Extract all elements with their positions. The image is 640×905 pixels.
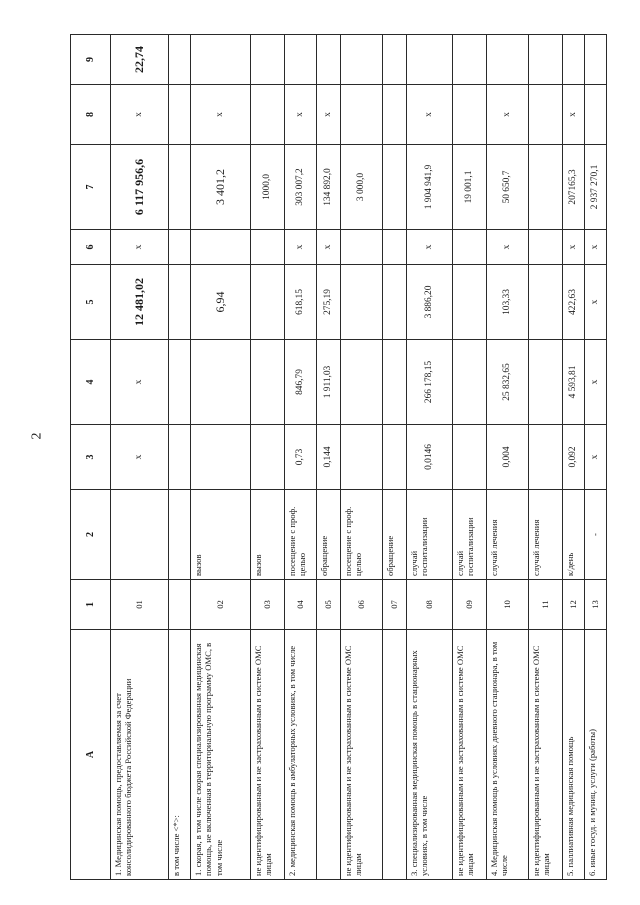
- value-cell: [251, 230, 285, 265]
- value-cell: [169, 230, 191, 265]
- unit-cell: посещение с проф. целью: [285, 490, 317, 580]
- value-cell: [251, 35, 285, 85]
- value-cell: х: [585, 425, 607, 490]
- column-header-5: 5: [71, 265, 111, 340]
- value-cell: [251, 425, 285, 490]
- value-cell: х: [317, 85, 341, 145]
- value-cell: 846,79: [285, 340, 317, 425]
- table-row: [529, 35, 563, 880]
- unit-cell: посещение с проф. целью: [341, 490, 383, 580]
- value-cell: [529, 230, 563, 265]
- medical-care-funding-table: [70, 34, 607, 880]
- page-number: 2: [29, 432, 45, 440]
- value-cell: [383, 35, 407, 85]
- unit-cell: обращение: [383, 490, 407, 580]
- table-row: [563, 35, 585, 880]
- value-cell: [487, 35, 529, 85]
- row-label: [317, 630, 341, 880]
- value-cell: [191, 340, 251, 425]
- table-row: [317, 35, 341, 880]
- value-cell: [529, 85, 563, 145]
- row-code: 01: [111, 580, 169, 630]
- table-row: [169, 35, 191, 880]
- value-cell: 6,94: [191, 265, 251, 340]
- value-cell: 103,33: [487, 265, 529, 340]
- row-label: не идентифицированным и не застрахованным в системе ОМС лицам: [251, 630, 285, 880]
- unit-cell: [111, 490, 169, 580]
- value-cell: 266 178,15: [407, 340, 453, 425]
- value-cell: [453, 35, 487, 85]
- table-row: [191, 35, 251, 880]
- value-cell: [585, 85, 607, 145]
- value-cell: [453, 425, 487, 490]
- row-code: 06: [341, 580, 383, 630]
- table-row: [453, 35, 487, 880]
- value-cell: [169, 425, 191, 490]
- value-cell: [529, 425, 563, 490]
- row-label: 5. паллиативная медицинская помощь: [563, 630, 585, 880]
- value-cell: 22,74: [111, 35, 169, 85]
- value-cell: х: [487, 230, 529, 265]
- table-row: [407, 35, 453, 880]
- value-cell: х: [111, 340, 169, 425]
- column-header-1: 1: [71, 580, 111, 630]
- value-cell: [529, 340, 563, 425]
- column-header-3: 3: [71, 425, 111, 490]
- row-label: [383, 630, 407, 880]
- value-cell: 1000,0: [251, 145, 285, 230]
- row-code: 13: [585, 580, 607, 630]
- unit-cell: случай госпитализации: [453, 490, 487, 580]
- value-cell: [251, 265, 285, 340]
- column-header-8: 8: [71, 85, 111, 145]
- value-cell: [383, 265, 407, 340]
- unit-cell: к/день: [563, 490, 585, 580]
- value-cell: 12 481,02: [111, 265, 169, 340]
- value-cell: 3 886,20: [407, 265, 453, 340]
- value-cell: х: [407, 230, 453, 265]
- column-header-9: 9: [71, 35, 111, 85]
- row-label: 4. Медицинская помощь в условиях дневного стационара, в том числе: [487, 630, 529, 880]
- value-cell: х: [285, 85, 317, 145]
- value-cell: [169, 265, 191, 340]
- value-cell: х: [487, 85, 529, 145]
- value-cell: х: [111, 425, 169, 490]
- value-cell: 0,73: [285, 425, 317, 490]
- unit-cell: вызов: [191, 490, 251, 580]
- row-code: 12: [563, 580, 585, 630]
- value-cell: 50 650,7: [487, 145, 529, 230]
- row-label: не идентифицированным и не застрахованным в системе ОМС лицам: [453, 630, 487, 880]
- value-cell: [341, 35, 383, 85]
- unit-cell: вызов: [251, 490, 285, 580]
- value-cell: [341, 85, 383, 145]
- table-row: [285, 35, 317, 880]
- value-cell: [191, 425, 251, 490]
- value-cell: х: [111, 85, 169, 145]
- value-cell: [251, 85, 285, 145]
- value-cell: х: [585, 340, 607, 425]
- column-header-6: 6: [71, 230, 111, 265]
- value-cell: [341, 265, 383, 340]
- table-row: [585, 35, 607, 880]
- row-code: [169, 580, 191, 630]
- value-cell: 4 593,81: [563, 340, 585, 425]
- value-cell: [383, 85, 407, 145]
- value-cell: 0,004: [487, 425, 529, 490]
- row-label: 1. Медицинская помощь, предоставляемая за счет консолидированного бюджета Российской Федерации: [111, 630, 169, 880]
- column-header-4: 4: [71, 340, 111, 425]
- value-cell: [453, 85, 487, 145]
- value-cell: 275,19: [317, 265, 341, 340]
- table-row: [341, 35, 383, 880]
- row-code: 08: [407, 580, 453, 630]
- value-cell: 0,144: [317, 425, 341, 490]
- header-row: [71, 35, 111, 880]
- unit-cell: обращение: [317, 490, 341, 580]
- value-cell: [317, 35, 341, 85]
- value-cell: 207165,3: [563, 145, 585, 230]
- column-header-7: 7: [71, 145, 111, 230]
- value-cell: х: [317, 230, 341, 265]
- row-label: 1. скорая, в том числе скорая специализированная медицинская помощь, не включенная в территориальную программу ОМС, в том числе: [191, 630, 251, 880]
- value-cell: 422,63: [563, 265, 585, 340]
- value-cell: 134 892,0: [317, 145, 341, 230]
- value-cell: [563, 35, 585, 85]
- row-label: не идентифицированным и не застрахованным в системе ОМС лицам: [529, 630, 563, 880]
- value-cell: 0,0146: [407, 425, 453, 490]
- row-label: 6. иные госуд. и муниц. услуги (работы): [585, 630, 607, 880]
- table-row: [251, 35, 285, 880]
- value-cell: [453, 230, 487, 265]
- value-cell: х: [407, 85, 453, 145]
- value-cell: [285, 35, 317, 85]
- row-code: 11: [529, 580, 563, 630]
- unit-cell: случай госпитализации: [407, 490, 453, 580]
- value-cell: 3 000,0: [341, 145, 383, 230]
- value-cell: [383, 340, 407, 425]
- value-cell: [407, 35, 453, 85]
- value-cell: 618,15: [285, 265, 317, 340]
- unit-cell: -: [585, 490, 607, 580]
- row-code: 05: [317, 580, 341, 630]
- value-cell: 25 832,65: [487, 340, 529, 425]
- row-code: 10: [487, 580, 529, 630]
- value-cell: 19 001,1: [453, 145, 487, 230]
- row-label: 3. специализированная медицинская помощь в стационарных условиях, в том числе: [407, 630, 453, 880]
- value-cell: 2 937 270,1: [585, 145, 607, 230]
- value-cell: [383, 230, 407, 265]
- value-cell: [169, 85, 191, 145]
- unit-cell: случай лечения: [529, 490, 563, 580]
- value-cell: 1 904 941,9: [407, 145, 453, 230]
- value-cell: х: [111, 230, 169, 265]
- value-cell: х: [191, 85, 251, 145]
- value-cell: [169, 145, 191, 230]
- unit-cell: случай лечения: [487, 490, 529, 580]
- value-cell: [341, 230, 383, 265]
- value-cell: [529, 145, 563, 230]
- value-cell: [383, 145, 407, 230]
- value-cell: 303 007,2: [285, 145, 317, 230]
- value-cell: 0,092: [563, 425, 585, 490]
- value-cell: [251, 340, 285, 425]
- value-cell: [341, 340, 383, 425]
- column-header-a: A: [71, 630, 111, 880]
- row-label: в том числе <*>:: [169, 630, 191, 880]
- row-label: 2. медицинская помощь в амбулаторных условиях, в том числе: [285, 630, 317, 880]
- value-cell: [529, 265, 563, 340]
- value-cell: х: [585, 230, 607, 265]
- unit-cell: [169, 490, 191, 580]
- value-cell: [453, 265, 487, 340]
- value-cell: [453, 340, 487, 425]
- value-cell: [169, 35, 191, 85]
- row-label: не идентифицированным и не застрахованным в системе ОМС лицам: [341, 630, 383, 880]
- value-cell: х: [563, 230, 585, 265]
- value-cell: [529, 35, 563, 85]
- value-cell: [191, 230, 251, 265]
- value-cell: х: [285, 230, 317, 265]
- value-cell: [191, 35, 251, 85]
- value-cell: [341, 425, 383, 490]
- value-cell: [169, 340, 191, 425]
- value-cell: 3 401,2: [191, 145, 251, 230]
- table-row: [487, 35, 529, 880]
- rotated-page-content: [70, 35, 600, 880]
- table-row: [383, 35, 407, 880]
- value-cell: 6 117 956,6: [111, 145, 169, 230]
- value-cell: [585, 35, 607, 85]
- row-code: 03: [251, 580, 285, 630]
- row-code: 02: [191, 580, 251, 630]
- row-code: 09: [453, 580, 487, 630]
- table-row: [111, 35, 169, 880]
- value-cell: 1 911,03: [317, 340, 341, 425]
- value-cell: [383, 425, 407, 490]
- column-header-2: 2: [71, 490, 111, 580]
- value-cell: х: [585, 265, 607, 340]
- row-code: 07: [383, 580, 407, 630]
- value-cell: х: [563, 85, 585, 145]
- row-code: 04: [285, 580, 317, 630]
